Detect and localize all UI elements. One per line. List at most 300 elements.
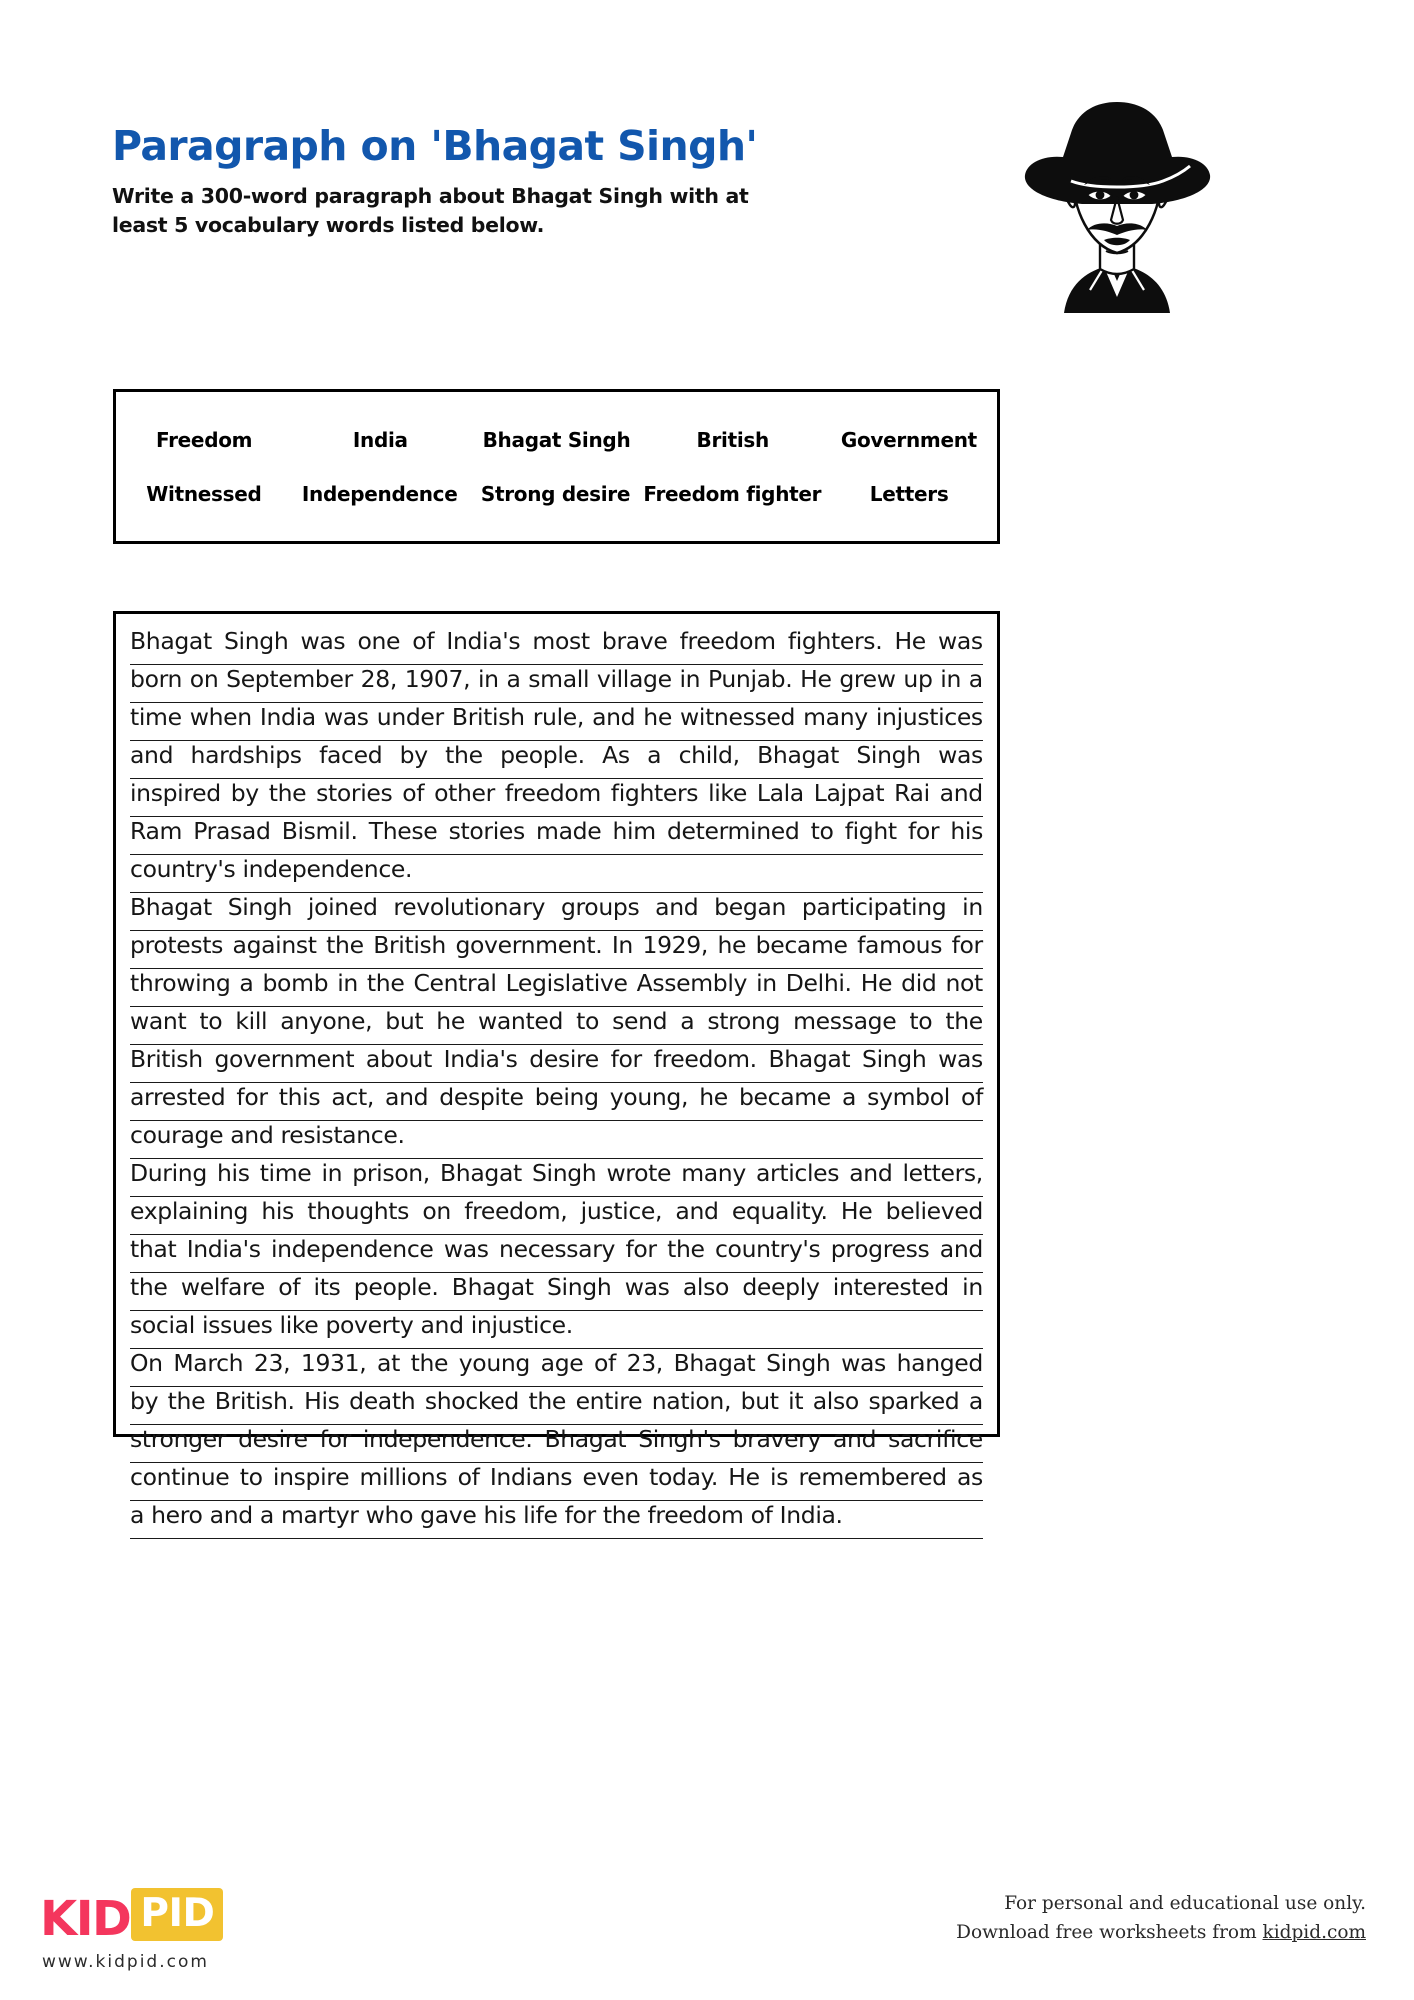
paragraph-word: and (939, 1235, 983, 1263)
paragraph-word: freedom (679, 627, 776, 655)
paragraph-word: These (368, 817, 438, 845)
paragraph-word: faced (319, 741, 383, 769)
paragraph-word: but (385, 1007, 424, 1035)
paragraph-line (130, 1197, 983, 1235)
paragraph-line (130, 1349, 983, 1387)
paragraph-word: the (326, 931, 364, 959)
paragraph-word: the (268, 779, 307, 807)
paragraph-word: government. (455, 931, 603, 959)
paragraph-word: of (750, 1501, 773, 1529)
paragraph-line (130, 1007, 983, 1045)
paragraph-word: remembered (798, 1463, 947, 1491)
paragraph-word: was (841, 1349, 886, 1377)
paragraph-word: began (714, 893, 787, 921)
paragraph-word: his (483, 1501, 517, 1529)
paragraph-word: equality. (731, 1197, 828, 1225)
vocabulary-word: Letters (869, 481, 949, 506)
paragraph-word: in (321, 1159, 343, 1187)
paragraph-word: to (199, 1007, 223, 1035)
paragraph-word: to (576, 1007, 599, 1035)
paragraph-word: small (528, 665, 590, 693)
paragraph-line (130, 1045, 983, 1083)
paragraph-word: throwing (130, 969, 231, 997)
paragraph-word: to (810, 817, 834, 845)
paragraph-word: symbol (867, 1083, 950, 1111)
paragraph-word: nation, (651, 1387, 732, 1415)
paragraph-word: was (938, 1045, 983, 1073)
paragraph-word: justice, (580, 1197, 663, 1225)
paragraph-word: was (624, 1273, 670, 1301)
paragraph-word: by (399, 741, 428, 769)
paragraph-word: 1931, (300, 1349, 367, 1377)
paragraph-word: who (365, 1501, 414, 1529)
paragraph-word: child, (678, 741, 740, 769)
paragraph-word: the (167, 1387, 206, 1415)
vocabulary-word: Freedom (156, 427, 253, 452)
paragraph-word: Lala (756, 779, 804, 807)
paragraph-word: welfare (180, 1273, 265, 1301)
vocabulary-word: India (352, 427, 408, 452)
paragraph-word: a (968, 1387, 983, 1415)
paragraph-word: anyone, (280, 1007, 373, 1035)
paragraph-word: of (278, 1273, 301, 1301)
vocabulary-word: Strong desire (480, 481, 631, 506)
paragraph-line (130, 1501, 983, 1539)
paragraph-word: did (901, 969, 937, 997)
paragraph-word: also (812, 1387, 859, 1415)
paragraph-word: country's (714, 1235, 821, 1263)
paragraph-word: in (679, 665, 701, 693)
paragraph-line (130, 969, 983, 1007)
paragraph-word: injustice. (470, 1311, 573, 1339)
paragraph-word: articles (755, 1159, 840, 1187)
paragraph-word: issues (201, 1311, 273, 1339)
paragraph-word: and (230, 1121, 274, 1149)
paragraph-line (130, 627, 983, 665)
paragraph-word: government (214, 1045, 355, 1073)
paragraph-word: progress (830, 1235, 930, 1263)
paragraph-word: of (402, 779, 425, 807)
paragraph-word: young (458, 1349, 530, 1377)
paragraph-word: like (279, 1311, 319, 1339)
paragraph-word: British. (214, 1387, 295, 1415)
paragraph-word: under (376, 703, 444, 731)
paragraph-word: protests (130, 931, 224, 959)
paragraph-word: social (130, 1311, 195, 1339)
logo-website-url: www.kidpid.com (42, 1952, 209, 1972)
paragraph-word: inspired (130, 779, 221, 807)
paragraph-word: interested (832, 1273, 949, 1301)
paragraph-word: continue (130, 1463, 230, 1491)
paragraph-word: he (699, 1083, 728, 1111)
bhagat-singh-portrait-icon (1012, 85, 1222, 313)
paragraph-word: born (130, 665, 183, 693)
paragraph-word: his (261, 1197, 294, 1225)
paragraph-word: 1907, (404, 665, 471, 693)
paragraph-word: entire (575, 1387, 643, 1415)
paragraph-word: and (849, 1159, 893, 1187)
vocabulary-row (116, 413, 997, 467)
paragraph-word: necessary (499, 1235, 616, 1263)
title-block (112, 122, 852, 240)
paragraph-word: even (582, 1463, 639, 1491)
paragraph-word: Bismil. (281, 817, 358, 845)
paragraph-word: death (349, 1387, 416, 1415)
paragraph-line (130, 931, 983, 969)
paragraph-word: a (239, 969, 254, 997)
paragraph-word: Singh (856, 741, 921, 769)
paragraph-line (130, 665, 983, 703)
paragraph-word: for (236, 1083, 268, 1111)
paragraph-word: 23, (626, 1349, 663, 1377)
paragraph-word: and (592, 703, 636, 731)
paragraph-word: the (366, 969, 405, 997)
paragraph-word: time (259, 1159, 312, 1187)
paragraph-word: September (226, 665, 353, 693)
paragraph-word: life (523, 1501, 558, 1529)
paragraph-word: wrote (606, 1159, 672, 1187)
paragraph-word: He (894, 627, 926, 655)
paragraph-word: hanged (896, 1349, 983, 1377)
paragraph-word: believed (885, 1197, 983, 1225)
paragraph-word: millions (359, 1463, 448, 1491)
paragraph-word: was (300, 627, 346, 655)
paragraph-line (130, 741, 983, 779)
paragraph-word: He (840, 1197, 873, 1225)
paragraph-line (130, 1121, 983, 1159)
paragraph-word: Bhagat (757, 741, 839, 769)
paragraph-word: but (740, 1387, 779, 1415)
paragraph-word: Singh (766, 1349, 831, 1377)
paragraph-line (130, 1235, 983, 1273)
paragraph-word: the (528, 1387, 567, 1415)
paragraph-line (130, 1463, 983, 1501)
vocabulary-word: British (696, 427, 769, 452)
paragraph-word: its (313, 1273, 341, 1301)
paragraph-word: 1929, (642, 931, 708, 959)
paragraph-word: freedom, (464, 1197, 568, 1225)
paragraph-word: by (130, 1387, 159, 1415)
paragraph-word: many (681, 1159, 746, 1187)
paragraph-word: act, (331, 1083, 374, 1111)
paragraph-line (130, 893, 983, 931)
paragraph-word: brave (601, 627, 668, 655)
paragraph-word: sacrifice (888, 1425, 983, 1453)
logo-pid-text: PID (131, 1888, 223, 1941)
paragraph-word: poverty (325, 1311, 414, 1339)
paragraph-word: young, (609, 1083, 689, 1111)
paragraph-answer-box[interactable] (113, 611, 1000, 1529)
paragraph-word: Singh (546, 1273, 612, 1301)
paragraph-word: that (130, 1235, 177, 1263)
paragraph-word: India's (186, 1235, 261, 1263)
paragraph-word: and (130, 741, 174, 769)
paragraph-word: many (803, 703, 868, 731)
paragraph-word: being (534, 1083, 599, 1111)
paragraph-text (130, 627, 983, 1539)
paragraph-word: fighters. (787, 627, 883, 655)
paragraph-word: bravery (732, 1425, 822, 1453)
paragraph-word: determined (666, 817, 800, 845)
paragraph-word: also (682, 1273, 730, 1301)
paragraph-word: send (612, 1007, 668, 1035)
paragraph-word: fighters (610, 779, 699, 807)
paragraph-word: against (232, 931, 317, 959)
vocabulary-word: Government (840, 427, 977, 452)
paragraph-word: country's (130, 855, 236, 883)
paragraph-word: Bhagat (544, 1425, 627, 1453)
paragraph-word: freedom (504, 779, 601, 807)
paragraph-word: his (950, 817, 983, 845)
paragraph-word: On (130, 1349, 163, 1377)
paragraph-word: for (319, 1425, 351, 1453)
paragraph-word: India (259, 703, 316, 731)
paragraph-word: other (434, 779, 495, 807)
paragraph-word: to (239, 1463, 263, 1491)
instructions-text: Write a 300-word paragraph about Bhagat Singh with at least 5 vocabulary words listed below. (112, 184, 749, 238)
paragraph-word: joined (307, 893, 378, 921)
worksheet-header (0, 0, 1414, 360)
paragraph-word: hardships (190, 741, 302, 769)
paragraph-word: a (259, 1501, 274, 1529)
paragraph-word: In (611, 931, 633, 959)
vocabulary-word: Bhagat Singh (482, 427, 631, 452)
paragraph-word: like (708, 779, 747, 807)
paragraph-word: freedom (647, 1501, 744, 1529)
paragraph-word: gave (420, 1501, 477, 1529)
paragraph-word: a (647, 741, 662, 769)
paragraph-word: became (738, 1083, 831, 1111)
paragraph-line (130, 779, 983, 817)
paragraph-word: Singh (862, 1045, 927, 1073)
paragraph-word: participating (801, 893, 947, 921)
paragraph-word: wanted (478, 1007, 564, 1035)
paragraph-word: Bhagat (440, 1159, 522, 1187)
paragraph-word: strong (707, 1007, 781, 1035)
paragraph-word: message (793, 1007, 897, 1035)
paragraph-word: the (445, 741, 483, 769)
paragraph-word: became (755, 931, 848, 959)
paragraph-word: most (532, 627, 590, 655)
paragraph-word: people. (353, 1273, 439, 1301)
paragraph-word: Singh (227, 893, 293, 921)
paragraph-word: the (410, 1349, 449, 1377)
paragraph-word: Legislative (505, 969, 628, 997)
paragraph-word: Singh (531, 1159, 597, 1187)
paragraph-word: in (962, 1273, 983, 1301)
paragraph-word: Lajpat (813, 779, 885, 807)
paragraph-word: at (377, 1349, 400, 1377)
paragraph-word: India's (443, 1045, 518, 1073)
paragraph-word: and (420, 1311, 464, 1339)
paragraph-word: kill (235, 1007, 268, 1035)
paragraph-word: During (130, 1159, 207, 1187)
paragraph-word: a (680, 1007, 695, 1035)
paragraph-word: Bhagat (130, 893, 212, 921)
paragraph-word: British (451, 703, 525, 731)
paragraph-word: by (230, 779, 259, 807)
paragraph-word: fight (844, 817, 897, 845)
paragraph-word: and (385, 1083, 429, 1111)
paragraph-word: His (304, 1387, 340, 1415)
paragraph-word: hero (151, 1501, 203, 1529)
paragraph-word: about (365, 1045, 432, 1073)
paragraph-word: Indians (489, 1463, 573, 1491)
paragraph-word: the (945, 1007, 983, 1035)
paragraph-word: inspire (272, 1463, 350, 1491)
paragraph-word: Punjab. (707, 665, 793, 693)
paragraph-line (130, 817, 983, 855)
paragraph-word: famous (857, 931, 943, 959)
paragraph-word: a (130, 1501, 145, 1529)
paragraph-word: courage (130, 1121, 224, 1149)
kidpid-logo[interactable] (40, 1888, 223, 1947)
paragraph-word: made (536, 817, 602, 845)
paragraph-word: stories (316, 779, 393, 807)
paragraph-word: grew (839, 665, 896, 693)
paragraph-word: the (667, 1235, 705, 1263)
vocabulary-word: Freedom fighter (643, 481, 822, 506)
vocabulary-box (113, 389, 1000, 544)
logo-kid-text: KID (40, 1891, 131, 1947)
paragraph-word: witnessed (680, 703, 796, 731)
paragraph-word: the (130, 1273, 168, 1301)
paragraph-word: British (373, 931, 446, 959)
paragraph-word: independence (270, 1235, 434, 1263)
paragraph-word: one (357, 627, 401, 655)
paragraph-word: for (951, 931, 983, 959)
paragraph-word: and (655, 893, 699, 921)
credit-line-2 (956, 1919, 1366, 1948)
paragraph-word: time (130, 703, 182, 731)
paragraph-word: not (945, 969, 983, 997)
paragraph-word: of (457, 1463, 480, 1491)
paragraph-line (130, 1425, 983, 1463)
paragraph-word: stories (448, 817, 525, 845)
paragraph-word: a (968, 665, 983, 693)
paragraph-word: resistance. (280, 1121, 405, 1149)
paragraph-line (130, 1273, 983, 1311)
paragraph-word: in (477, 665, 499, 693)
paragraph-word: of (594, 1349, 616, 1377)
paragraph-word: independence. (362, 1425, 533, 1453)
paragraph-word: for (907, 817, 940, 845)
paragraph-line (130, 1159, 983, 1197)
paragraph-word: his (216, 1159, 250, 1187)
paragraph-word: for (625, 1235, 657, 1263)
paragraph-word: Delhi. (785, 969, 852, 997)
paragraph-word: in (337, 969, 358, 997)
paragraph-word: a (506, 665, 521, 693)
paragraph-word: injustices (875, 703, 983, 731)
paragraph-word: village (596, 665, 672, 693)
paragraph-word: today. (649, 1463, 718, 1491)
paragraph-word: in (756, 969, 777, 997)
paragraph-word: bomb (262, 969, 329, 997)
kidpid-link[interactable]: kidpid.com (1262, 1921, 1366, 1943)
paragraph-word: stronger (130, 1425, 227, 1453)
paragraph-word: arrested (130, 1083, 226, 1111)
paragraph-word: 23, (253, 1349, 291, 1377)
paragraph-word: Central (413, 969, 497, 997)
paragraph-word: of (412, 627, 435, 655)
paragraph-word: for (564, 1501, 596, 1529)
paragraph-word: and (832, 1425, 877, 1453)
paragraph-word: and (209, 1501, 253, 1529)
paragraph-word: He (800, 665, 832, 693)
paragraph-word: as (957, 1463, 983, 1491)
paragraph-word: March (173, 1349, 244, 1377)
paragraph-word: deeply (742, 1273, 820, 1301)
paragraph-word: As (602, 741, 630, 769)
paragraph-word: shocked (424, 1387, 519, 1415)
paragraph-word: letters, (902, 1159, 983, 1187)
vocabulary-row (116, 467, 997, 521)
paragraph-word: 28, (360, 665, 397, 693)
credit-line-2-prefix: Download free worksheets from (956, 1921, 1263, 1943)
paragraph-line (130, 703, 983, 741)
paragraph-word: this (278, 1083, 321, 1111)
footer-credit (956, 1890, 1366, 1947)
paragraph-word: explaining (130, 1197, 249, 1225)
paragraph-word: desire (238, 1425, 308, 1453)
paragraph-word: was (443, 1235, 489, 1263)
paragraph-word: British (130, 1045, 203, 1073)
paragraph-word: martyr (280, 1501, 359, 1529)
paragraph-word: was (938, 741, 983, 769)
paragraph-word: Prasad (193, 817, 271, 845)
paragraph-word: was (938, 627, 983, 655)
paragraph-word: for (610, 1045, 642, 1073)
paragraph-word: thoughts (307, 1197, 410, 1225)
paragraph-word: He (860, 969, 893, 997)
paragraph-line (130, 855, 983, 893)
paragraph-word: Rai (894, 779, 930, 807)
paragraph-word: he (436, 1007, 465, 1035)
paragraph-word: the (602, 1501, 641, 1529)
paragraph-word: to (909, 1007, 933, 1035)
paragraph-line (130, 1387, 983, 1425)
paragraph-word: Assembly (636, 969, 748, 997)
paragraph-word: India's (446, 627, 521, 655)
paragraph-word: is (770, 1463, 789, 1491)
paragraph-word: India. (779, 1501, 843, 1529)
paragraph-word: Singh (223, 627, 289, 655)
vocabulary-word: Witnessed (146, 481, 262, 506)
paragraph-word: Bhagat (673, 1349, 756, 1377)
paragraph-word: prison, (352, 1159, 430, 1187)
paragraph-word: in (940, 665, 962, 693)
paragraph-word: people. (500, 741, 585, 769)
paragraph-word: and (939, 779, 983, 807)
paragraph-word: Ram (130, 817, 183, 845)
paragraph-word: was (323, 703, 369, 731)
paragraph-line (130, 1311, 983, 1349)
paragraph-word: Bhagat (451, 1273, 534, 1301)
paragraph-word: age (540, 1349, 584, 1377)
paragraph-word: desire (529, 1045, 599, 1073)
paragraph-word: despite (439, 1083, 524, 1111)
page-title: Paragraph on 'Bhagat Singh' (112, 122, 758, 170)
paragraph-word: freedom. (653, 1045, 757, 1073)
paragraph-word: Singh's (638, 1425, 721, 1453)
paragraph-word: up (903, 665, 933, 693)
paragraph-word: He (728, 1463, 760, 1491)
paragraph-word: of (961, 1083, 983, 1111)
paragraph-word: rule, (532, 703, 584, 731)
paragraph-word: a (842, 1083, 857, 1111)
paragraph-word: revolutionary (393, 893, 546, 921)
